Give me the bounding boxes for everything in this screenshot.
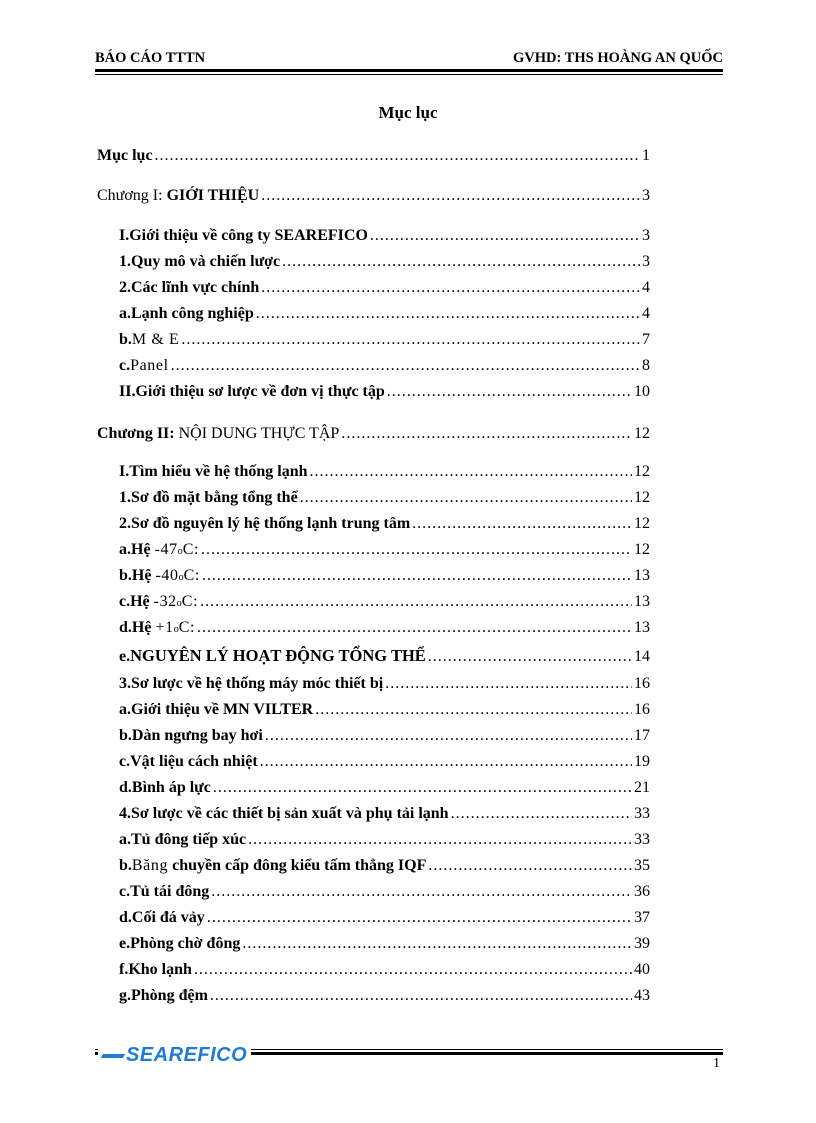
toc-entry-page: 19 bbox=[634, 753, 650, 770]
toc-leader-dots bbox=[310, 461, 633, 483]
toc-entry-1-a[interactable] bbox=[119, 303, 650, 325]
toc-entry-number: b. bbox=[119, 567, 132, 584]
toc-entry-page: 7 bbox=[642, 331, 650, 348]
toc-entry-number: 4. bbox=[119, 805, 131, 822]
header-supervisor: GVHD: THS HOÀNG AN QUỐC bbox=[512, 50, 723, 66]
toc-leader-dots bbox=[210, 985, 632, 1007]
toc-entry-number: d. bbox=[119, 909, 132, 926]
page-number: 1 bbox=[713, 1056, 720, 1071]
page-title: Mục lục bbox=[378, 103, 438, 122]
toc-leader-dots bbox=[211, 881, 632, 903]
toc-entry-page: 33 bbox=[634, 805, 650, 822]
header-rule-thin bbox=[95, 74, 723, 75]
toc-entry-page: 43 bbox=[634, 987, 650, 1004]
toc-leader-dots bbox=[341, 423, 632, 445]
toc-entry-number: I. bbox=[119, 463, 130, 480]
header-rule bbox=[95, 69, 723, 72]
toc-entry-unit: C: bbox=[183, 567, 200, 584]
toc-leader-dots bbox=[256, 303, 640, 325]
toc-entry-page: 4 bbox=[642, 279, 650, 296]
toc-entry-page: 3 bbox=[642, 227, 650, 244]
toc-entry-number: f. bbox=[119, 961, 129, 978]
toc-leader-dots bbox=[260, 751, 632, 773]
toc-entry-page: 33 bbox=[634, 831, 650, 848]
toc-entry-2-1[interactable] bbox=[119, 487, 650, 509]
toc-leader-dots bbox=[248, 829, 632, 851]
toc-entry-page: 12 bbox=[634, 515, 650, 532]
toc-chapter-prefix: Chương I: bbox=[97, 187, 163, 204]
toc-entry-number: a. bbox=[119, 305, 131, 322]
toc-leader-dots bbox=[207, 907, 632, 929]
toc-entry-label: Phòng đệm bbox=[131, 987, 208, 1004]
toc-entry-2-4c[interactable] bbox=[119, 881, 650, 903]
toc-leader-dots bbox=[261, 185, 640, 207]
toc-entry-number: g. bbox=[119, 987, 131, 1004]
toc-entry-2-4e[interactable] bbox=[119, 933, 650, 955]
toc-entry-label: Vật liệu cách nhiệt bbox=[130, 753, 258, 770]
toc-entry-unit: C: bbox=[178, 619, 196, 636]
toc-entry-page: 36 bbox=[634, 883, 650, 900]
toc-entry-1-2[interactable] bbox=[119, 277, 650, 299]
toc-entry-label: M & E bbox=[131, 331, 180, 348]
toc-leader-dots bbox=[181, 329, 640, 351]
toc-leader-dots bbox=[200, 591, 632, 613]
toc-entry-label: Bình áp lực bbox=[131, 779, 211, 796]
toc-leader-dots bbox=[385, 673, 632, 695]
toc-leader-dots bbox=[261, 277, 640, 299]
toc-entry-2-2e[interactable] bbox=[119, 645, 650, 667]
toc-entry-page: 3 bbox=[642, 187, 650, 204]
toc-chapter-prefix: Chương II: bbox=[97, 425, 175, 442]
toc-entry-page: 10 bbox=[634, 383, 650, 400]
toc-entry-2-3d[interactable] bbox=[119, 777, 650, 799]
toc-entry-label: Mục lục bbox=[97, 147, 153, 164]
toc-entry-1-1[interactable] bbox=[119, 251, 650, 273]
toc-entry-label: Giới thiệu về công ty SEAREFICO bbox=[129, 227, 368, 244]
toc-entry-page: 14 bbox=[634, 648, 650, 665]
toc-entry-number: I. bbox=[119, 227, 130, 244]
toc-entry-number: c. bbox=[119, 357, 131, 374]
toc-entry-label: Tủ tái đông bbox=[130, 883, 210, 900]
toc-leader-dots bbox=[201, 539, 632, 561]
toc-entry-label: Sơ đồ nguyên lý hệ thống lạnh trung tâm bbox=[131, 515, 411, 532]
toc-entry-2-2b[interactable]: b. Hệ -40 o C: ..... 13 bbox=[119, 565, 650, 587]
toc-leader-dots bbox=[194, 959, 632, 981]
toc-entry-number: c. bbox=[119, 753, 131, 770]
toc-entry-temperature: -40 bbox=[155, 567, 179, 584]
toc-entry-number: b. bbox=[119, 857, 132, 874]
toc-entry-page: 16 bbox=[634, 701, 650, 718]
toc-entry-page: 12 bbox=[634, 425, 650, 442]
toc-entry-2-3a[interactable] bbox=[119, 699, 650, 721]
toc-entry-chapter-1[interactable] bbox=[97, 185, 650, 207]
toc-entry-label: NỘI DUNG THỰC TẬP bbox=[178, 425, 340, 442]
toc-entry-label: Kho lạnh bbox=[128, 961, 192, 978]
toc-entry-number: b. bbox=[119, 727, 132, 744]
toc-entry-label: Dàn ngưng bay hơi bbox=[131, 727, 263, 744]
toc-leader-dots bbox=[412, 513, 632, 535]
toc-entry-2-2d[interactable]: d. Hệ +1 o C: ..... 13 bbox=[119, 617, 650, 639]
toc-entry-number: e. bbox=[119, 935, 131, 952]
toc-entry-number: c. bbox=[119, 593, 131, 610]
toc-entry-number: d. bbox=[119, 779, 132, 796]
toc-entry-page: 13 bbox=[634, 619, 650, 636]
toc-entry-page: 37 bbox=[634, 909, 650, 926]
toc-entry-label: Hệ bbox=[131, 541, 151, 558]
toc-entry-unit: C: bbox=[181, 593, 199, 610]
toc-leader-dots bbox=[171, 355, 640, 377]
searefico-logo bbox=[98, 1044, 251, 1067]
toc-entry-2-I[interactable] bbox=[119, 461, 650, 483]
toc-entry-number: a. bbox=[119, 541, 131, 558]
toc-entry-temperature: -47 bbox=[154, 541, 178, 558]
toc-leader-dots bbox=[315, 699, 632, 721]
toc-entry-2-3[interactable] bbox=[119, 673, 650, 695]
toc-entry-1-II[interactable] bbox=[119, 381, 650, 403]
toc-entry-temperature: +1 bbox=[155, 619, 174, 636]
toc-entry-number: a. bbox=[119, 701, 131, 718]
toc-entry-label: Tìm hiểu về hệ thống lạnh bbox=[129, 463, 308, 480]
toc-entry-chapter-2[interactable] bbox=[97, 423, 650, 445]
toc-entry-page: 8 bbox=[642, 357, 650, 374]
toc-entry-page: 17 bbox=[634, 727, 650, 744]
toc-entry-label: Sơ lược về các thiết bị sản xuất và phụ tải lạnh bbox=[131, 805, 449, 822]
toc-entry-number: 2. bbox=[119, 515, 131, 532]
toc-entry-number: a. bbox=[119, 831, 131, 848]
toc-leader-dots bbox=[155, 145, 640, 167]
toc-entry-number: c. bbox=[119, 883, 131, 900]
page-header bbox=[95, 50, 723, 72]
toc-entry-2-3c[interactable] bbox=[119, 751, 650, 773]
header-report-title: BÁO CÁO TTTN bbox=[95, 50, 206, 66]
toc-leader-dots bbox=[451, 803, 632, 825]
toc-entry-label: GIỚI THIỆU bbox=[166, 187, 260, 204]
toc-entry-muc-luc[interactable] bbox=[97, 145, 650, 167]
toc-entry-page: 12 bbox=[634, 463, 650, 480]
toc-entry-label: Lạnh công nghiệp bbox=[131, 305, 254, 322]
toc-entry-1-b[interactable] bbox=[119, 329, 650, 351]
toc-entry-label: chuyền cấp đông kiểu tấm thẳng IQF bbox=[172, 857, 427, 874]
toc-entry-2-3b[interactable] bbox=[119, 725, 650, 747]
toc-entry-temperature: -32 bbox=[153, 593, 177, 610]
toc-entry-number: 1. bbox=[119, 253, 131, 270]
toc-entry-2-4b[interactable] bbox=[119, 855, 650, 877]
toc-entry-unit: C: bbox=[182, 541, 200, 558]
toc-entry-page: 12 bbox=[634, 541, 650, 558]
toc-entry-page: 35 bbox=[634, 857, 650, 874]
logo-text: SEAREFICO bbox=[126, 1044, 248, 1066]
toc-entry-label: Quy mô và chiến lược bbox=[131, 253, 281, 270]
toc-entry-label: Hệ bbox=[130, 593, 150, 610]
toc-entry-number: d. bbox=[119, 619, 132, 636]
toc-entry-2-2[interactable] bbox=[119, 513, 650, 535]
toc-entry-label: Sơ lược về hệ thống máy móc thiết bị bbox=[131, 675, 384, 692]
toc-leader-dots bbox=[428, 646, 632, 668]
toc-entry-label: Giới thiệu sơ lược về đơn vị thực tập bbox=[135, 383, 385, 400]
toc-entry-label: Phòng chờ đông bbox=[130, 935, 241, 952]
toc-entry-label: Hệ bbox=[131, 567, 152, 584]
toc-entry-page: 21 bbox=[634, 779, 650, 796]
toc-entry-number: e. bbox=[119, 648, 131, 665]
toc-entry-2-4g[interactable] bbox=[119, 985, 650, 1007]
toc-entry-number: II. bbox=[119, 383, 136, 400]
toc-entry-prefix: Băng bbox=[131, 857, 169, 874]
toc-entry-label: Hệ bbox=[131, 619, 152, 636]
toc-leader-dots bbox=[300, 487, 632, 509]
toc-entry-2-2c[interactable]: c. Hệ -32 o C: ..... 13 bbox=[119, 591, 650, 613]
toc-leader-dots bbox=[202, 565, 632, 587]
toc-entry-1-I[interactable] bbox=[119, 225, 650, 247]
toc-leader-dots bbox=[370, 225, 640, 247]
toc-entry-page: 3 bbox=[642, 253, 650, 270]
logo-swoosh-icon bbox=[101, 1054, 125, 1058]
toc-entry-2-4a[interactable] bbox=[119, 829, 650, 851]
toc-leader-dots bbox=[265, 725, 632, 747]
toc-entry-label: Cối đá vảy bbox=[131, 909, 205, 926]
toc-entry-number: b. bbox=[119, 331, 132, 348]
toc-leader-dots bbox=[213, 777, 632, 799]
toc-entry-page: 39 bbox=[634, 935, 650, 952]
toc-entry-page: 13 bbox=[634, 593, 650, 610]
toc-entry-2-2a[interactable]: a. Hệ -47 o C: ..... 12 bbox=[119, 539, 650, 561]
toc-entry-number: 2. bbox=[119, 279, 131, 296]
toc-entry-label: Panel bbox=[130, 357, 169, 374]
toc-entry-page: 1 bbox=[642, 147, 650, 164]
toc-entry-label: NGUYÊN LÝ HOẠT ĐỘNG TỔNG THỂ bbox=[130, 646, 426, 665]
toc-entry-1-c[interactable] bbox=[119, 355, 650, 377]
toc-leader-dots bbox=[197, 617, 632, 639]
toc-entry-2-4d[interactable] bbox=[119, 907, 650, 929]
toc-entry-page: 40 bbox=[634, 961, 650, 978]
toc-entry-page: 4 bbox=[642, 305, 650, 322]
toc-entry-page: 12 bbox=[634, 489, 650, 506]
toc-entry-page: 16 bbox=[634, 675, 650, 692]
toc-entry-label: Sơ đồ mặt bằng tổng thể bbox=[131, 489, 298, 506]
toc-entry-number: 3. bbox=[119, 675, 131, 692]
toc-entry-label: Tủ đông tiếp xúc bbox=[131, 831, 247, 848]
toc-entry-label: Giới thiệu về MN VILTER bbox=[131, 701, 314, 718]
toc-leader-dots bbox=[428, 855, 632, 877]
toc-entry-2-4f[interactable] bbox=[119, 959, 650, 981]
toc-entry-number: 1. bbox=[119, 489, 131, 506]
toc-leader-dots bbox=[387, 381, 632, 403]
toc-entry-label: Các lĩnh vực chính bbox=[131, 279, 260, 296]
toc-entry-page: 13 bbox=[634, 567, 650, 584]
toc-leader-dots bbox=[242, 933, 632, 955]
toc-leader-dots bbox=[282, 251, 640, 273]
toc-entry-2-4[interactable] bbox=[119, 803, 650, 825]
